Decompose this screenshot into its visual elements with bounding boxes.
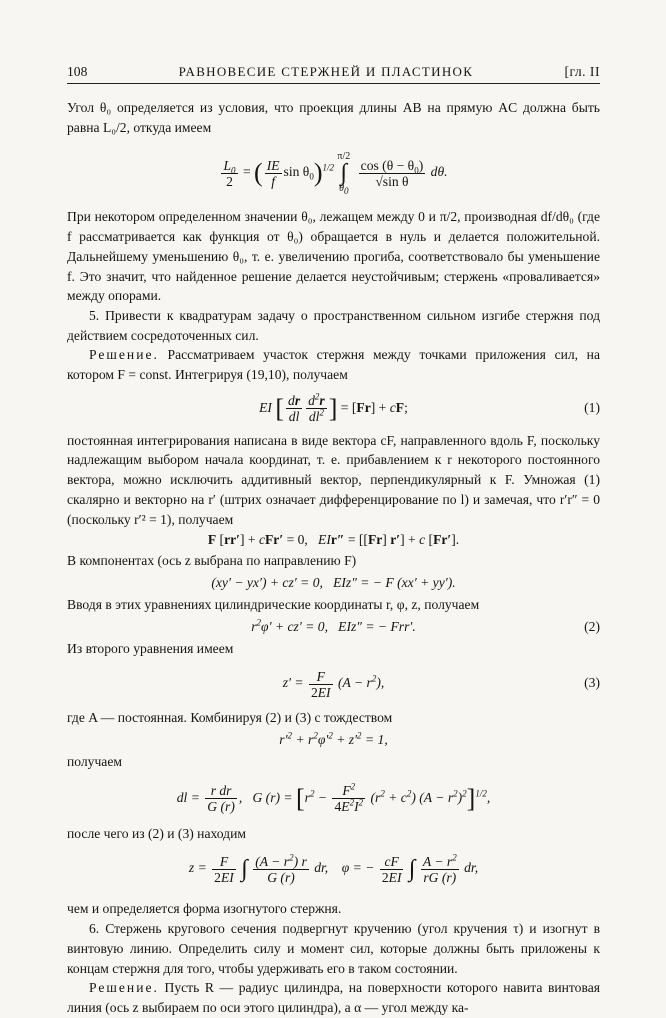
page-header	[67, 62, 600, 84]
paragraph-7: Вводя в этих уравнениях цилиндрические координаты r, φ, z, получаем	[67, 596, 480, 612]
paragraph-12: чем и определяется форма изогнутого стержня.	[67, 901, 342, 917]
equation-number: (3)	[584, 675, 600, 691]
paragraph-9: где A — постоянная. Комбинируя (2) и (3) с тождеством	[67, 710, 393, 726]
equation-3: z′ = $\frac{F}{2EI}$ $(A - r^2)$, (3)	[67, 658, 600, 708]
paragraph-1: Угол θ₀ определяется из условия, что проекция длины AB на прямую AC должна быть равна L₀/2, откуда имеем	[67, 100, 600, 135]
paragraph-13: 6. Стержень кругового сечения подвергнут кручению (угол кручения τ) и изогнут в винтовую линию. Определить силу и момент сил, которые должны быть приложены к концам стержня для того, чтобы удерживать его в таком состоянии.	[67, 921, 600, 976]
solution-label: Решение.	[89, 980, 159, 996]
running-title: РАВНОВЕСИЕ СТЕРЖНЕЙ И ПЛАСТИНОК	[178, 64, 474, 79]
paragraph-11: после чего из (2) и (3) находим	[67, 825, 246, 841]
equation-solution: z = $\frac{F}{2EI}$ ∫ $\frac{(A - r^2) r}{G (r)}$ dr, φ = − $\frac{cF}{2EI}$ ∫ $\frac{A - r^2}{rG (r)}$ dr,	[188, 852, 479, 885]
header-rule	[67, 83, 600, 84]
paragraph-10: получаем	[67, 754, 122, 770]
equation-1: EI [ $\frac{dr}{dl}$ $\frac{d^2r}{dl^2}$ ] = [Fr] + cF; (1)	[67, 385, 600, 431]
equation-dl: dl = $\frac{\text{r dr}}{G (r)}$ , G $(r) = [r^2$ − $\frac{F^2}{4E^2I^2}$ $(r^2 + c^2) (A - r^2)^2]^{1/2}$,	[176, 781, 491, 815]
page-body	[67, 98, 600, 1018]
equation-number: (2)	[584, 618, 600, 634]
chapter-label: [гл. II	[564, 64, 600, 79]
paragraph-4: Решение. Рассматриваем участок стержня между точками приложения сил, на котором F = const. Интегрируя (19,10), получаем	[67, 347, 600, 383]
equation-theta0: $\frac{L_0}{2}$ = ( $\frac{IE}{f}$ $\sin \theta_0)^{1/2}$ π/2 ∫ $\theta_0$ $\frac{\cos (\theta - \theta_0)}{\text{√sin θ}}$ dθ.	[223, 151, 448, 197]
equation-number: (1)	[584, 399, 600, 415]
page-number: 108	[67, 64, 88, 79]
paragraph-6: В компонентах (ось z выбрана по направлению F)	[67, 553, 357, 569]
paragraph-5: постоянная интегрирования написана в виде вектора cF, направленного вдоль F, поскольку надлежащим выбором начала координат, т. е. прибавлением к r некоторого постоянного вектора, можно исключить аддитивный вектор, перпендикулярный к F. Умножая (1) скалярно и векторно на r′ (штрих означает дифференцирование по l) и замечая, что r′r″ = 0 (поскольку r′² = 1), получаем	[67, 432, 600, 527]
equation-identity: $r'^2 + r^2\varphi'^2 + z'^2 = 1$,	[279, 730, 388, 748]
paragraph-8: Из второго уравнения имеем	[67, 640, 234, 656]
paragraph-3: 5. Привести к квадратурам задачу о пространственном сильном изгибе стержня под действием сосредоточенных сил.	[67, 307, 600, 343]
equation-components: (xy′ − yx′) + cz′ = 0, EIz″ = − F (xx′ + yy′).	[211, 574, 456, 590]
solution-label: Решение.	[89, 347, 159, 363]
equation-2: $r^2\varphi' + cz' = 0$, EIz″ = − Frr′. (2)	[67, 615, 600, 639]
paragraph-14: Решение. Пусть R — радиус цилиндра, на поверхности которого навита винтовая линия (ось z выбираем по оси этого цилиндра), а α — угол между ка-	[67, 980, 600, 1015]
paragraph-2: При некотором определенном значении θ₀, лежащем между 0 и π/2, производная df/dθ₀ (где f рассматривается как функция от θ₀) обращается в нуль и делается положительной. Дальнейшему уменьшению θ₀, т. е. увеличению прогиба, соответствовало бы уменьшение f. Это значит, что найденное решение делается неустойчивым; стержень «проваливается» между опорами.	[67, 209, 600, 304]
equation-vector-products: F [rr′] + cFr′ = 0, EIr″ = [[Fr] r′] + c [Fr′].	[207, 532, 460, 548]
